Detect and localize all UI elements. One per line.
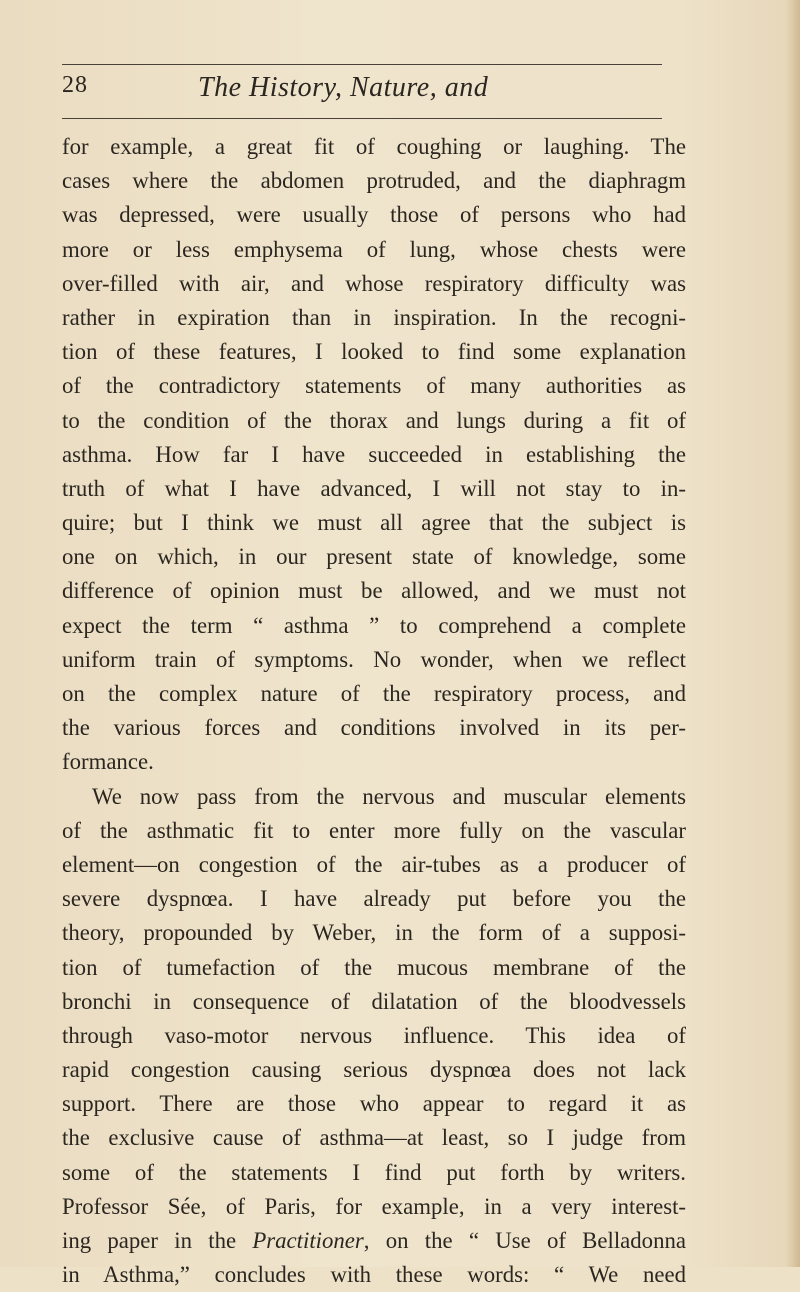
- running-head: The History, Nature, and: [198, 72, 489, 103]
- header-rule-bottom: [62, 118, 662, 119]
- text-line: formance.: [62, 749, 154, 775]
- text-segment: , on the “ Use of Belladonna: [363, 1228, 686, 1253]
- text-line: difference of opinion must be allowed, and we must not: [62, 578, 686, 604]
- body-text: [62, 130, 686, 1292]
- page-number: 28: [62, 72, 88, 98]
- text-line: theory, propounded by Weber, in the form of a supposi-: [62, 920, 686, 946]
- text-line: the exclusive cause of asthma—at least, so I judge from: [62, 1125, 686, 1151]
- text-line: some of the statements I find put forth by writers.: [62, 1159, 686, 1185]
- text-line: element—on congestion of the air-tubes as a producer of: [62, 851, 686, 877]
- text-line: tion of tumefaction of the mucous membrane of the: [62, 954, 686, 980]
- text-line: truth of what I have advanced, I will not stay to in-: [62, 475, 686, 501]
- text-line: of the asthmatic fit to enter more fully on the vascular: [62, 817, 686, 843]
- text-line: through vaso-motor nervous influence. This idea of: [62, 1022, 686, 1048]
- text-line: asthma. How far I have succeeded in establishing the: [62, 441, 686, 467]
- page-edge-shadow: [786, 0, 800, 1267]
- text-line: was depressed, were usually those of persons who had: [62, 202, 686, 228]
- text-line: on the complex nature of the respiratory process, and: [62, 681, 686, 706]
- text-line: the various forces and conditions involved in its per-: [62, 715, 686, 741]
- text-line: quire; but I think we must all agree that the subject is: [62, 510, 686, 536]
- text-line: expect the term “ asthma ” to comprehend a complete: [62, 612, 686, 638]
- text-line-mixed: [62, 1224, 686, 1258]
- text-line: over-filled with air, and whose respiratory difficulty was: [62, 270, 686, 296]
- text-line: We now pass from the nervous and muscular elements: [92, 783, 686, 809]
- text-line: of the contradictory statements of many authorities as: [62, 373, 686, 399]
- text-line: for example, a great fit of coughing or laughing. The: [62, 134, 686, 159]
- text-line: severe dyspnœa. I have already put before you the: [62, 886, 686, 912]
- text-line: bronchi in consequence of dilatation of the bloodvessels: [62, 988, 686, 1014]
- text-segment: ing paper in the: [62, 1228, 237, 1253]
- header-rule-top: [62, 64, 662, 65]
- text-line: rather in expiration than in inspiration. In the recogni-: [62, 304, 686, 330]
- text-line: more or less emphysema of lung, whose chests were: [62, 236, 686, 262]
- text-line: Professor Sée, of Paris, for example, in a very interest-: [62, 1193, 686, 1219]
- text-line: cases where the abdomen protruded, and the diaphragm: [62, 168, 686, 194]
- journal-title-italic: Practitioner: [252, 1228, 364, 1253]
- text-line: tion of these features, I looked to find some explanation: [62, 339, 686, 365]
- text-line: support. There are those who appear to regard it as: [62, 1091, 686, 1117]
- text-line: one on which, in our present state of knowledge, some: [62, 544, 686, 570]
- text-line: to the condition of the thorax and lungs during a fit of: [62, 407, 686, 433]
- text-line: in Asthma,” concludes with these words: “ We need: [62, 1262, 686, 1288]
- text-line: uniform train of symptoms. No wonder, when we reflect: [62, 646, 686, 672]
- text-line: rapid congestion causing serious dyspnœa does not lack: [62, 1057, 686, 1083]
